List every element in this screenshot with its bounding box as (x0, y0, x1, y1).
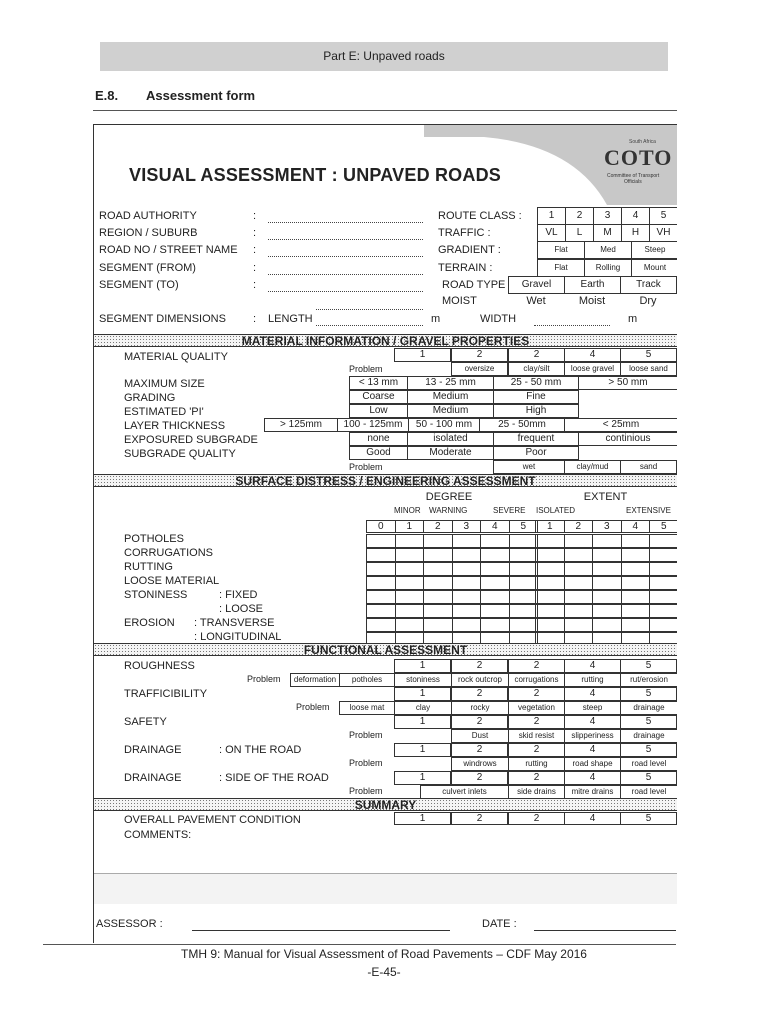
distress-subitem: : TRANSVERSE (194, 617, 275, 629)
segment-dimensions-label: SEGMENT DIMENSIONS (99, 313, 226, 325)
distress-rating-cell[interactable] (535, 562, 565, 576)
gradient-label: GRADIENT : (438, 244, 501, 256)
distress-rating-cell[interactable] (592, 618, 622, 632)
distress-rating-cell[interactable] (366, 548, 396, 562)
distress-rating-cell[interactable] (649, 562, 677, 576)
distress-rating-cell[interactable] (366, 576, 396, 590)
distress-subitem: : LOOSE (219, 603, 264, 615)
extent-number: 4 (621, 520, 651, 533)
material-value[interactable]: Poor (493, 446, 579, 460)
road-type-option[interactable]: Track (620, 276, 677, 294)
material-value[interactable]: 13 - 25 mm (407, 376, 494, 390)
functional-problem[interactable]: drainage (620, 701, 677, 715)
functional-problem[interactable]: drainage (620, 729, 677, 743)
moist-option: Moist (578, 295, 606, 307)
moist-option: Wet (526, 295, 546, 307)
functional-problem[interactable]: culvert inlets (420, 785, 509, 799)
material-value[interactable]: Good (349, 446, 408, 460)
distress-subitem: : LONGITUDINAL (194, 631, 282, 643)
distress-rating-cell[interactable] (621, 548, 651, 562)
functional-scale-option[interactable]: 2 (508, 743, 565, 757)
functional-scale-option[interactable]: 4 (564, 659, 621, 673)
assessment-form (93, 124, 677, 943)
field-colon: : (253, 279, 257, 291)
functional-problem[interactable]: windrows (451, 757, 509, 771)
route-class-option[interactable]: 3 (593, 207, 622, 225)
extent-sublabel: ISOLATED (536, 506, 575, 515)
width-input[interactable] (534, 325, 610, 326)
functional-problem[interactable]: Dust (451, 729, 509, 743)
degree-number: 4 (480, 520, 510, 533)
distress-item: CORRUGATIONS (124, 547, 214, 559)
distress-rating-cell[interactable] (509, 562, 539, 576)
overall-condition-option[interactable]: 5 (620, 812, 677, 825)
distress-rating-cell[interactable] (480, 576, 510, 590)
field-input[interactable] (268, 222, 423, 223)
distress-rating-cell[interactable] (452, 576, 482, 590)
route-class-label: ROUTE CLASS : (438, 210, 522, 222)
distress-rating-cell[interactable] (649, 618, 677, 632)
terrain-option[interactable]: Rolling (584, 259, 632, 277)
functional-problem[interactable]: mitre drains (564, 785, 621, 799)
gradient-option[interactable]: Flat (537, 241, 585, 259)
distress-rating-cell[interactable] (395, 534, 425, 548)
distress-rating-cell[interactable] (592, 604, 622, 618)
extent-header: EXTENT (583, 491, 628, 503)
extent-number: 3 (592, 520, 622, 533)
summary-band-title: SUMMARY (354, 798, 417, 812)
distress-rating-cell[interactable] (366, 590, 396, 604)
material-value[interactable]: > 50 mm (578, 376, 677, 390)
distress-rating-cell[interactable] (564, 548, 594, 562)
distress-rating-cell[interactable] (366, 618, 396, 632)
overall-condition-label: OVERALL PAVEMENT CONDITION (124, 814, 301, 826)
distress-rating-cell[interactable] (480, 590, 510, 604)
material-value[interactable]: Coarse (349, 390, 408, 404)
functional-sublabel: : ON THE ROAD (219, 744, 302, 756)
material-problem-label: Problem (349, 364, 383, 374)
functional-label: DRAINAGE (124, 772, 182, 784)
functional-scale-option[interactable]: 2 (451, 743, 508, 757)
part-title: Part E: Unpaved roads (323, 49, 445, 63)
overall-condition-option[interactable]: 1 (394, 812, 451, 825)
functional-scale-option[interactable]: 2 (451, 771, 508, 785)
material-value[interactable]: isolated (407, 432, 494, 446)
distress-rating-cell[interactable] (395, 576, 425, 590)
distress-rating-cell[interactable] (649, 604, 677, 618)
distress-rating-cell[interactable] (509, 618, 539, 632)
distress-rating-cell[interactable] (649, 590, 677, 604)
distress-rating-cell[interactable] (621, 576, 651, 590)
functional-label: SAFETY (124, 716, 167, 728)
distress-rating-cell[interactable] (621, 618, 651, 632)
degree-number: 0 (366, 520, 396, 533)
functional-problem[interactable]: road shape (564, 757, 621, 771)
distress-rating-cell[interactable] (649, 534, 677, 548)
distress-rating-cell[interactable] (535, 618, 565, 632)
functional-problem[interactable]: deformation (290, 673, 340, 687)
distress-rating-cell[interactable] (395, 590, 425, 604)
distress-item: LOOSE MATERIAL (124, 575, 220, 587)
field-input[interactable] (268, 239, 423, 240)
route-class-option[interactable]: 4 (621, 207, 650, 225)
moist-label: MOIST (442, 295, 477, 307)
footer-title: TMH 9: Manual for Visual Assessment of Road Pavements – CDF May 2016 (181, 947, 587, 961)
road-type-option[interactable]: Gravel (508, 276, 565, 294)
functional-problem[interactable]: slipperiness (564, 729, 621, 743)
degree-sublabel: SEVERE (493, 506, 526, 515)
field-colon: : (253, 262, 257, 274)
functional-problem-label: Problem (349, 758, 383, 768)
distress-rating-cell[interactable] (395, 548, 425, 562)
functional-label: DRAINAGE (124, 744, 182, 756)
route-class-option[interactable]: 5 (649, 207, 677, 225)
distress-rating-cell[interactable] (509, 534, 539, 548)
distress-rating-cell[interactable] (535, 590, 565, 604)
comments-label: COMMENTS: (124, 829, 192, 841)
functional-scale-option[interactable]: 4 (564, 743, 621, 757)
gradient-option[interactable]: Med (584, 241, 632, 259)
distress-rating-cell[interactable] (423, 548, 453, 562)
date-label: DATE : (482, 918, 517, 930)
material-band-title: MATERIAL INFORMATION / GRAVEL PROPERTIES (241, 334, 530, 348)
field-label: ROAD NO / STREET NAME (99, 244, 238, 256)
distress-rating-cell[interactable] (480, 548, 510, 562)
distress-rating-cell[interactable] (509, 590, 539, 604)
traffic-label: TRAFFIC : (438, 227, 491, 239)
traffic-option[interactable]: M (593, 224, 622, 242)
material-quality-option[interactable]: 2 (451, 348, 508, 362)
field-label: ROAD AUTHORITY (99, 210, 197, 222)
route-class-option[interactable]: 1 (537, 207, 566, 225)
functional-label: TRAFFICIBILITY (124, 688, 208, 700)
material-problem[interactable]: loose gravel (564, 362, 621, 376)
degree-number: 3 (452, 520, 482, 533)
section-number: E.8. (95, 88, 119, 103)
section-title: Assessment form (146, 88, 256, 103)
functional-scale-option[interactable]: 2 (508, 659, 565, 673)
extent-number: 1 (535, 520, 565, 533)
functional-problem[interactable]: road level (620, 757, 677, 771)
functional-problem[interactable]: loose mat (339, 701, 395, 715)
field-input[interactable] (268, 291, 423, 292)
functional-scale-option[interactable]: 2 (508, 687, 565, 701)
field-label: REGION / SUBURB (99, 227, 198, 239)
summary-band (94, 798, 677, 811)
distress-rating-cell[interactable] (480, 534, 510, 548)
distress-rating-cell[interactable] (423, 618, 453, 632)
functional-problem[interactable]: corrugations (508, 673, 565, 687)
functional-band (94, 643, 677, 656)
overall-condition-option[interactable]: 4 (564, 812, 621, 825)
functional-problem[interactable]: stoniness (394, 673, 452, 687)
form-title: VISUAL ASSESSMENT : UNPAVED ROADS (129, 165, 501, 185)
degree-number: 1 (395, 520, 425, 533)
material-row-label: GRADING (124, 392, 176, 404)
functional-scale-option[interactable]: 5 (620, 771, 677, 785)
functional-sublabel: : SIDE OF THE ROAD (219, 772, 329, 784)
distress-rating-cell[interactable] (509, 548, 539, 562)
assessor-input[interactable] (192, 930, 450, 931)
functional-problem[interactable]: rutting (508, 757, 565, 771)
terrain-label: TERRAIN : (438, 262, 493, 274)
distress-rating-cell[interactable] (423, 576, 453, 590)
distress-rating-cell[interactable] (592, 534, 622, 548)
functional-scale-option[interactable]: 2 (508, 771, 565, 785)
distress-rating-cell[interactable] (452, 562, 482, 576)
length-input[interactable] (316, 325, 423, 326)
distress-rating-cell[interactable] (480, 604, 510, 618)
distress-rating-cell[interactable] (649, 548, 677, 562)
functional-scale-option[interactable]: 1 (394, 715, 451, 729)
assessor-label: ASSESSOR : (96, 918, 163, 930)
functional-scale-option[interactable]: 1 (394, 659, 451, 673)
distress-subitem: : FIXED (219, 589, 258, 601)
functional-problem[interactable]: vegetation (508, 701, 565, 715)
material-value[interactable]: Moderate (407, 446, 494, 460)
subgrade-problem-label: Problem (349, 462, 383, 472)
material-value[interactable]: < 25mm (564, 418, 677, 432)
material-quality-option[interactable]: 4 (564, 348, 621, 362)
material-band (94, 334, 677, 347)
distress-rating-cell[interactable] (423, 534, 453, 548)
distress-rating-cell[interactable] (564, 618, 594, 632)
degree-sublabel: MINOR (394, 506, 421, 515)
distress-rating-cell[interactable] (480, 562, 510, 576)
material-row-label: LAYER THICKNESS (124, 420, 226, 432)
degree-header: DEGREE (425, 491, 473, 503)
field-input[interactable] (316, 309, 423, 310)
route-class-option[interactable]: 2 (565, 207, 594, 225)
degree-sublabel: WARNING (429, 506, 468, 515)
terrain-option[interactable]: Mount (631, 259, 677, 277)
material-value[interactable]: High (493, 404, 579, 418)
length-unit: m (431, 313, 441, 325)
material-row-label: ESTIMATED 'PI' (124, 406, 204, 418)
functional-problem[interactable]: rut/erosion (620, 673, 677, 687)
functional-scale-option[interactable]: 4 (564, 715, 621, 729)
distress-rating-cell[interactable] (423, 562, 453, 576)
distress-rating-cell[interactable] (395, 604, 425, 618)
functional-problem[interactable]: steep (564, 701, 621, 715)
functional-scale-option[interactable]: 1 (394, 687, 451, 701)
functional-scale-option[interactable]: 5 (620, 659, 677, 673)
distress-band (94, 474, 677, 487)
logo-subtitle-2: Officials (624, 179, 642, 185)
functional-scale-option[interactable]: 2 (451, 715, 508, 729)
distress-rating-cell[interactable] (564, 604, 594, 618)
functional-problem[interactable]: clay (394, 701, 452, 715)
functional-band-title: FUNCTIONAL ASSESSMENT (303, 643, 468, 657)
traffic-option[interactable]: L (565, 224, 594, 242)
distress-rating-cell[interactable] (592, 576, 622, 590)
extent-number: 5 (649, 520, 677, 533)
traffic-option[interactable]: VL (537, 224, 566, 242)
distress-item: POTHOLES (124, 533, 184, 545)
section-rule (93, 110, 677, 111)
distress-rating-cell[interactable] (564, 562, 594, 576)
distress-item: EROSION (124, 617, 175, 629)
width-label: WIDTH (480, 313, 517, 325)
material-value[interactable]: < 13 mm (349, 376, 408, 390)
functional-scale-option[interactable]: 1 (394, 771, 451, 785)
footer-rule (43, 944, 676, 945)
terrain-option[interactable]: Flat (537, 259, 585, 277)
material-quality-option[interactable]: 2 (508, 348, 565, 362)
distress-rating-cell[interactable] (452, 534, 482, 548)
distress-rating-cell[interactable] (535, 534, 565, 548)
functional-scale-option[interactable]: 4 (564, 771, 621, 785)
functional-scale-option[interactable]: 4 (564, 687, 621, 701)
comments-shade (94, 874, 677, 904)
functional-problem-label: Problem (247, 674, 281, 684)
field-colon: : (253, 227, 257, 239)
functional-scale-option[interactable]: 2 (451, 687, 508, 701)
material-row-label: SUBGRADE QUALITY (124, 448, 236, 460)
distress-rating-cell[interactable] (592, 548, 622, 562)
distress-rating-cell[interactable] (649, 576, 677, 590)
functional-scale-option[interactable]: 1 (394, 743, 451, 757)
distress-rating-cell[interactable] (535, 604, 565, 618)
material-value[interactable]: Medium (407, 404, 494, 418)
distress-rating-cell[interactable] (452, 548, 482, 562)
distress-rating-cell[interactable] (535, 576, 565, 590)
material-quality-option[interactable]: 5 (620, 348, 677, 362)
logo-country: South Africa (629, 139, 656, 145)
functional-problem[interactable]: rock outcrop (451, 673, 509, 687)
functional-problem[interactable]: rutting (564, 673, 621, 687)
material-value[interactable]: Medium (407, 390, 494, 404)
distress-rating-cell[interactable] (564, 576, 594, 590)
functional-scale-option[interactable]: 5 (620, 743, 677, 757)
functional-problem[interactable]: potholes (339, 673, 395, 687)
distress-rating-cell[interactable] (366, 562, 396, 576)
material-problem[interactable]: oversize (451, 362, 508, 376)
material-value[interactable]: 25 - 50 mm (493, 376, 579, 390)
distress-rating-cell[interactable] (509, 604, 539, 618)
distress-rating-cell[interactable] (395, 562, 425, 576)
distress-rating-cell[interactable] (621, 590, 651, 604)
distress-rating-cell[interactable] (509, 576, 539, 590)
material-value[interactable]: continious (578, 432, 677, 446)
distress-rating-cell[interactable] (452, 604, 482, 618)
material-value[interactable]: 25 - 50mm (479, 418, 565, 432)
material-value[interactable]: 100 - 125mm (337, 418, 409, 432)
distress-rating-cell[interactable] (366, 534, 396, 548)
functional-scale-option[interactable]: 2 (508, 715, 565, 729)
road-type-option[interactable]: Earth (564, 276, 621, 294)
material-value[interactable]: Low (349, 404, 408, 418)
width-unit: m (628, 313, 638, 325)
material-row-label: EXPOSURED SUBGRADE (124, 434, 258, 446)
distress-rating-cell[interactable] (592, 590, 622, 604)
functional-label: ROUGHNESS (124, 660, 195, 672)
subgrade-problem[interactable]: wet (493, 460, 565, 474)
extent-number: 2 (564, 520, 594, 533)
part-header-bar (100, 42, 668, 71)
material-value[interactable]: frequent (493, 432, 579, 446)
subgrade-problem[interactable]: sand (620, 460, 677, 474)
material-quality-label: MATERIAL QUALITY (124, 351, 228, 363)
functional-scale-option[interactable]: 5 (620, 715, 677, 729)
functional-scale-option[interactable]: 2 (451, 659, 508, 673)
overall-condition-option[interactable]: 2 (508, 812, 565, 825)
distress-rating-cell[interactable] (423, 604, 453, 618)
moist-option: Dry (639, 295, 657, 307)
field-label: SEGMENT (FROM) (99, 262, 196, 274)
material-problem[interactable]: clay/silt (508, 362, 565, 376)
material-problem[interactable]: loose sand (620, 362, 677, 376)
distress-item: STONINESS (124, 589, 188, 601)
road-type-label: ROAD TYPE (442, 279, 506, 291)
functional-problem-label: Problem (349, 786, 383, 796)
functional-problem-label: Problem (349, 730, 383, 740)
distress-rating-cell[interactable] (480, 618, 510, 632)
distress-rating-cell[interactable] (621, 534, 651, 548)
extent-sublabel: EXTENSIVE (626, 506, 671, 515)
distress-rating-cell[interactable] (621, 604, 651, 618)
distress-rating-cell[interactable] (395, 618, 425, 632)
distress-item: RUTTING (124, 561, 173, 573)
traffic-option[interactable]: VH (649, 224, 677, 242)
functional-problem[interactable]: side drains (508, 785, 565, 799)
length-label: LENGTH (268, 313, 313, 325)
distress-rating-cell[interactable] (452, 590, 482, 604)
distress-band-title: SURFACE DISTRESS / ENGINEERING ASSESSMENT (235, 474, 536, 488)
coto-logo: COTO (604, 145, 673, 170)
field-colon: : (253, 244, 257, 256)
traffic-option[interactable]: H (621, 224, 650, 242)
functional-scale-option[interactable]: 5 (620, 687, 677, 701)
functional-problem[interactable]: rocky (451, 701, 509, 715)
field-colon: : (253, 210, 257, 222)
logo-subtitle-1: Committee of Transport (607, 173, 660, 179)
material-quality-option[interactable]: 1 (394, 348, 451, 362)
material-value[interactable]: > 125mm (264, 418, 338, 432)
distress-rating-cell[interactable] (564, 534, 594, 548)
distress-rating-cell[interactable] (621, 562, 651, 576)
date-input[interactable] (534, 930, 676, 931)
gradient-option[interactable]: Steep (631, 241, 677, 259)
degree-number: 2 (423, 520, 453, 533)
material-row-label: MAXIMUM SIZE (124, 378, 205, 390)
distress-rating-cell[interactable] (535, 548, 565, 562)
distress-rating-cell[interactable] (366, 604, 396, 618)
page-number: -E-45- (367, 965, 401, 979)
field-label: SEGMENT (TO) (99, 279, 179, 291)
material-value[interactable]: 50 - 100 mm (408, 418, 480, 432)
distress-rating-cell[interactable] (452, 618, 482, 632)
functional-problem-label: Problem (296, 702, 330, 712)
material-value[interactable]: Fine (493, 390, 579, 404)
segment-dimensions-colon: : (253, 313, 257, 325)
subgrade-problem[interactable]: clay/mud (564, 460, 621, 474)
degree-number: 5 (509, 520, 539, 533)
distress-rating-cell[interactable] (564, 590, 594, 604)
functional-problem[interactable]: skid resist (508, 729, 565, 743)
functional-problem[interactable]: road level (620, 785, 677, 799)
field-input[interactable] (268, 274, 423, 275)
field-input[interactable] (268, 256, 423, 257)
material-value[interactable]: none (349, 432, 408, 446)
distress-rating-cell[interactable] (592, 562, 622, 576)
overall-condition-option[interactable]: 2 (451, 812, 508, 825)
distress-rating-cell[interactable] (423, 590, 453, 604)
